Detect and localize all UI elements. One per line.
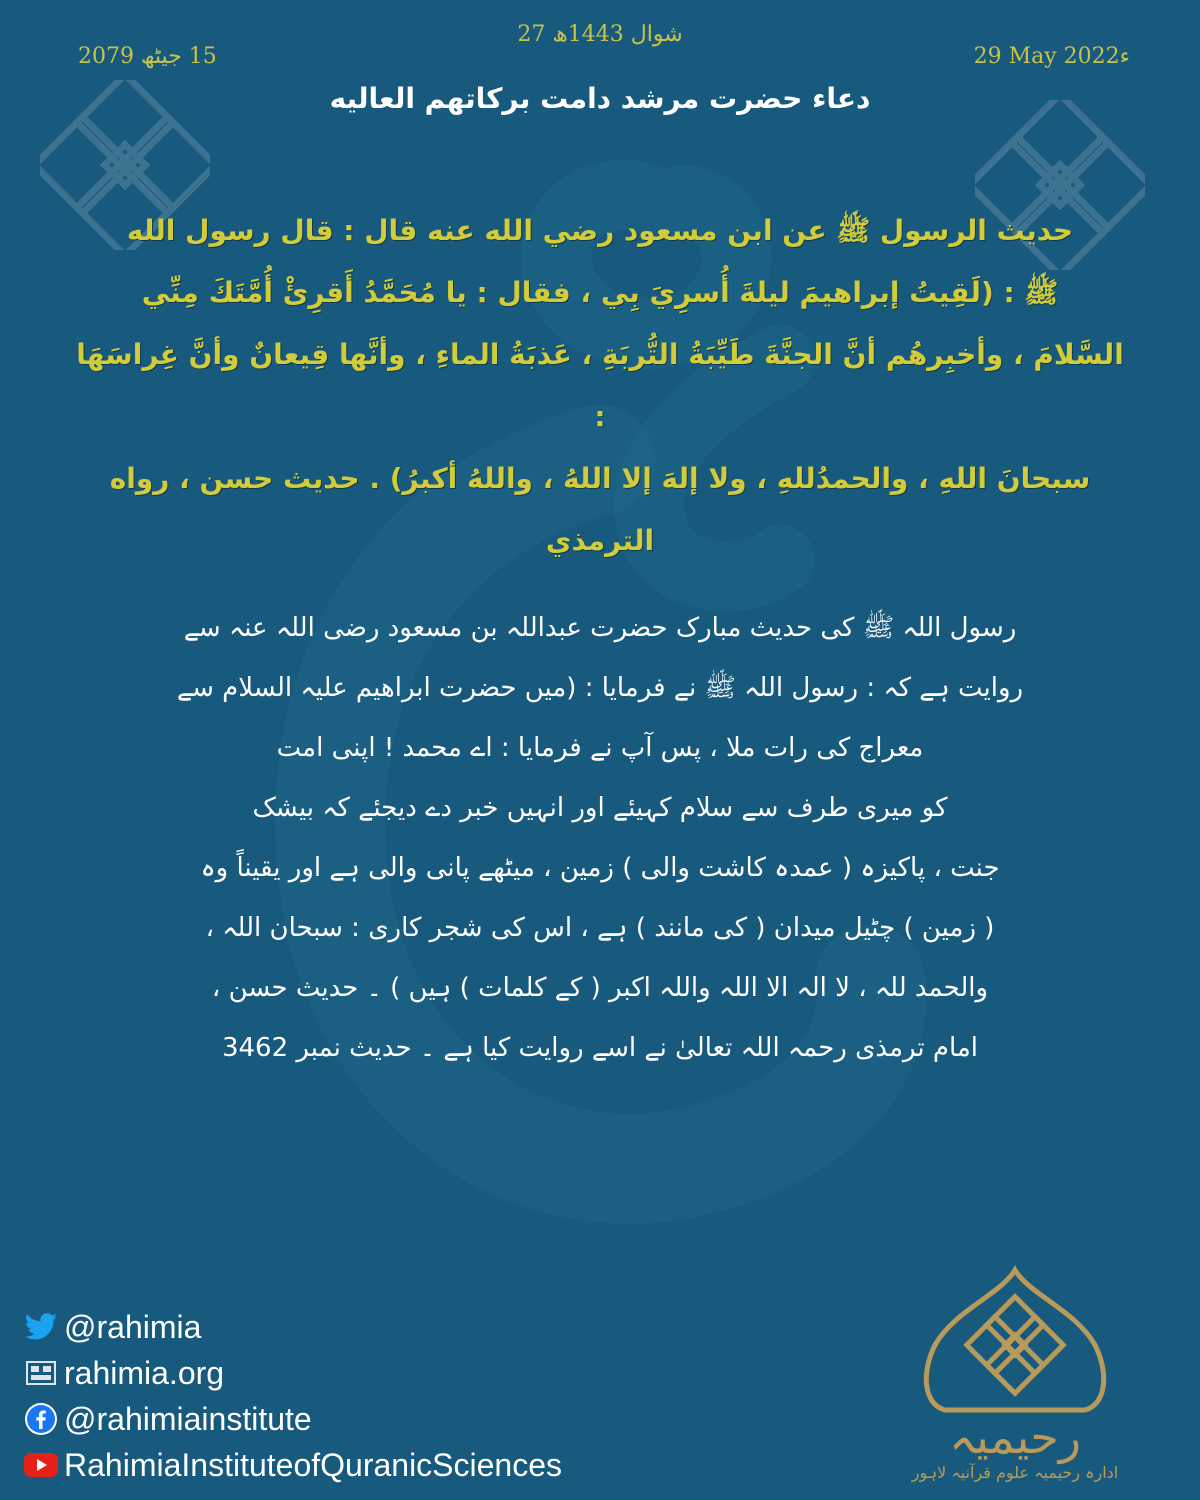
gregorian-date: 29 May 2022ء	[973, 44, 1130, 69]
website-icon	[22, 1355, 60, 1391]
arabic-line: حديث الرسول ﷺ عن ابن مسعود رضي الله عنه قال : قال رسول الله	[126, 214, 1074, 247]
translation-urdu	[120, 598, 1080, 1078]
arabic-line: ﷺ : (لَقِيتُ إبراهيمَ ليلةَ أُسرِيَ بِي ، فقال : يا مُحَمَّدُ أَقرِئْ أُمَّتَكَ مِنِّي	[141, 276, 1059, 309]
twitter-handle: @rahimia	[64, 1308, 202, 1345]
website-url: rahimia.org	[64, 1354, 225, 1391]
arabic-line: سبحانَ اللهِ ، والحمدُللهِ ، ولا إلهَ إلا اللهُ ، واللهُ أكبرُ) . حديث حسن ، رواه الترمذي	[109, 462, 1091, 557]
urdu-line: رسول اللہ ﷺ کی حدیث مبارک حضرت عبداللہ بن مسعود رضی اللہ عنہ سے	[183, 613, 1017, 643]
urdu-line: ( زمین ) چٹیل میدان ( کی مانند ) ہے ، اس کی شجر کاری : سبحان اللہ ،	[205, 913, 995, 943]
facebook-handle: @rahimiainstitute	[64, 1400, 312, 1437]
urdu-line: کو میری طرف سے سلام کہیئے اور انہیں خبر دے دیجئے کہ بیشک	[252, 793, 948, 823]
social-links	[22, 1305, 742, 1489]
twitter-link[interactable]	[22, 1305, 742, 1349]
facebook-icon	[22, 1401, 60, 1437]
logo-subtitle: ادارہ رحیمیہ علوم قرآنیہ لاہور	[911, 1463, 1119, 1482]
bikrami-date: 15 جیٹھ 2079	[78, 44, 217, 69]
arabic-line: السَّلامَ ، وأخبِرهُم أنَّ الجنَّةَ طَيِّبَةُ التُّربَةِ ، عَذبَةُ الماءِ ، وأنَّها قِيعانٌ وأنَّ غِراسَهَا :	[76, 338, 1124, 433]
hijri-date: 27 شوال 1443ھ	[517, 22, 683, 47]
urdu-line: معراج کی رات ملا ، پس آپ نے فرمایا : اے محمد ! اپنی امت	[276, 733, 924, 763]
urdu-line: والحمد للہ ، لا الہ الا اللہ واللہ اکبر ( کے کلمات ) ہیں ) ۔ حدیث حسن ،	[211, 973, 989, 1003]
youtube-icon	[22, 1447, 60, 1483]
youtube-channel: RahimiaInstituteofQuranicSciences	[64, 1446, 563, 1483]
logo-name: رحیمیہ	[949, 1410, 1081, 1464]
hadith-arabic	[70, 200, 1130, 572]
page-title: دعاء حضرت مرشد دامت برکاتهم العالیه	[329, 82, 871, 115]
website-link[interactable]	[22, 1351, 742, 1395]
urdu-line: جنت ، پاکیزہ ( عمدہ کاشت والی ) زمین ، میٹھے پانی والی ہے اور یقیناً وہ	[200, 853, 1000, 883]
facebook-link[interactable]	[22, 1397, 742, 1441]
youtube-link[interactable]	[22, 1443, 742, 1487]
twitter-icon	[22, 1309, 60, 1345]
urdu-line: امام ترمذی رحمہ اللہ تعالیٰ نے اسے روایت کیا ہے ۔ حدیث نمبر 3462	[221, 1033, 979, 1063]
urdu-line: روایت ہے کہ : رسول اللہ ﷺ نے فرمایا : (میں حضرت ابراھیم علیہ السلام سے	[176, 673, 1024, 703]
